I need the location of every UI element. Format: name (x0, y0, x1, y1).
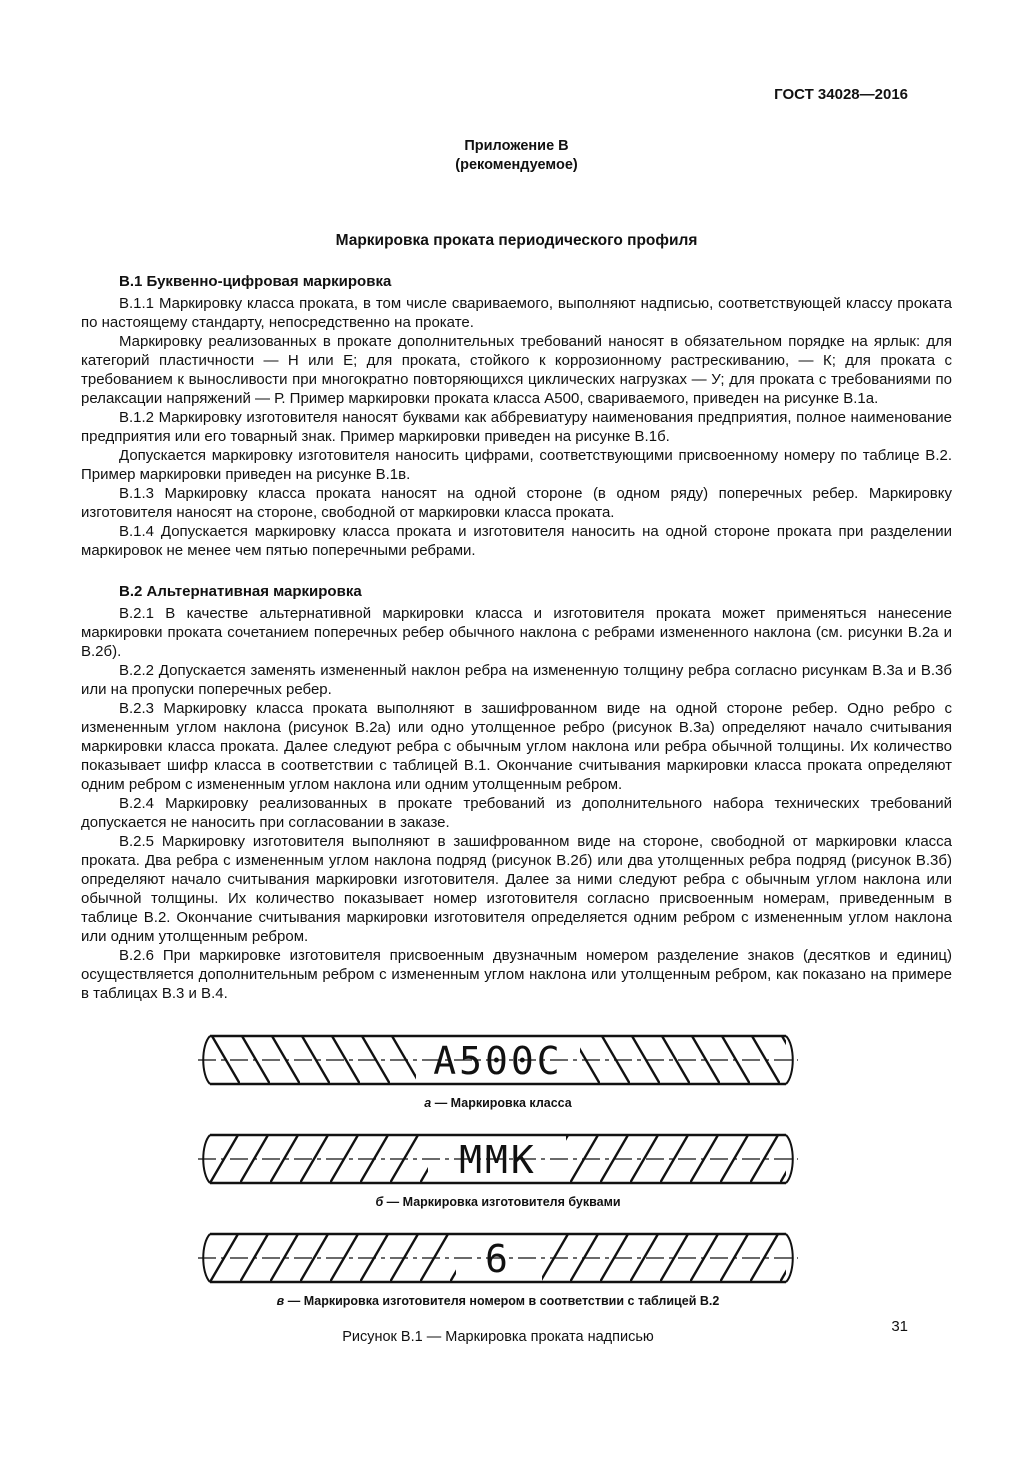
marking-text-class: А500С (433, 1039, 563, 1083)
figure-b1a (198, 1029, 798, 1111)
doc-number: ГОСТ 34028—2016 (774, 86, 908, 103)
figure-b1b (198, 1128, 798, 1210)
ribs-right (566, 1135, 786, 1183)
paragraph-b13: В.1.3 Маркировку класса проката наносят на одной стороне (в одном ряду) поперечных ребер. Маркировку изготовителя наносят на стороне, свободной от маркировки класса проката. (81, 485, 952, 521)
appendix-title: Приложение В (464, 138, 569, 154)
marking-text-number: 6 (485, 1237, 511, 1281)
ribs-right (542, 1234, 786, 1282)
figure-caption-v-letter: в (276, 1294, 285, 1308)
text-content (0, 272, 1033, 1345)
section-heading-b2: В.2 Альтернативная маркировка (119, 583, 362, 600)
paragraph-b12: В.1.2 Маркировку изготовителя наносят буквами как аббревиатуру наименования предприятия, полное наименование предприятия или его товарный знак. Пример маркировки приведен на рисунке В.1б. (81, 409, 952, 445)
paragraph-b23: В.2.3 Маркировку класса проката выполняют в зашифрованном виде на одной стороне ребер. Одно ребро с измененным углом наклона (рисунок В.2а) или одно утолщенное ребро (рисунок В.3а) определяют начало считывания маркировки класса проката. Далее следуют ребра с обычным углом наклона или ребра обычной толщины. Их количество показывает шифр класса в соответствии с таблицей В.1. Окончание считывания маркировки класса проката определяют одним ребром с измененным углом наклона или одним утолщенным ребром. (81, 700, 952, 793)
paragraph-b25: В.2.5 Маркировку изготовителя выполняют в зашифрованном виде на стороне, свободной от маркировки класса проката. Два ребра с измененным углом наклона подряд (рисунок В.2б) или два утолщенных ребра подряд (рисунок В.3б) определяют начало считывания маркировки изготовителя. Далее за ними следуют ребра с обычным углом наклона или обычной толщины. Их количество показывает номер изготовителя согласно присвоенным номерам, приведенным в таблице В.2. Окончание считывания маркировки изготовителя определяется одним ребром с измененным углом наклона или одним утолщенным ребром. (81, 833, 952, 945)
page-number: 31 (891, 1318, 908, 1335)
rebar-drawing-manufacturer-number (198, 1227, 798, 1289)
appendix-subtitle: (рекомендуемое) (455, 157, 578, 173)
paragraph-b26: В.2.6 При маркировке изготовителя присвоенным двузначным номером разделение знаков (десятков и единиц) осуществляется дополнительным ребром с измененным углом наклона или утолщенным ребром, как показано на примере в таблицах В.3 и В.4. (81, 947, 952, 1002)
rebar-drawing-class-marking (198, 1029, 798, 1091)
appendix-block (0, 137, 1033, 175)
figure-caption-b (198, 1195, 798, 1210)
paragraph-b24: В.2.4 Маркировку реализованных в прокате требований из дополнительного набора технических требований допускается не наносить при согласовании в заказе. (81, 795, 952, 831)
ribs-left (210, 1036, 416, 1084)
marking-text-manufacturer: ММК (459, 1138, 537, 1182)
paragraph-b12-note: Допускается маркировку изготовителя наносить цифрами, соответствующими присвоенному номеру по таблице В.2. Пример маркировки приведен на рисунке В.1в. (81, 447, 952, 483)
paragraph-b14: В.1.4 Допускается маркировку класса проката и изготовителя наносить на одной стороне проката при разделении маркировок не менее чем пятью поперечными ребрами. (81, 523, 952, 559)
figure-caption-b-letter: б (375, 1195, 384, 1209)
figure-b1v (198, 1227, 798, 1309)
figure-caption-a-text: — Маркировка класса (434, 1096, 572, 1110)
ribs-right (580, 1036, 786, 1084)
page-title: Маркировка проката периодического профиля (335, 232, 698, 249)
figure-caption-v (198, 1294, 798, 1309)
paragraph-b22: В.2.2 Допускается заменять измененный наклон ребра на измененную толщину ребра согласно рисункам В.3а и В.3б или на пропуски поперечных ребер. (81, 662, 952, 698)
rebar-drawing-manufacturer-letters (198, 1128, 798, 1190)
ribs-left (210, 1135, 428, 1183)
figure-caption-a-letter: а (424, 1096, 432, 1110)
paragraph-b21: В.2.1 В качестве альтернативной маркировки класса и изготовителя проката может применяться нанесение маркировки проката сочетанием поперечных ребер обычного наклона с ребрами измененного наклона (см. рисунки В.2а и В.2б). (81, 605, 952, 660)
figure-b1-block (198, 1029, 798, 1345)
figure-caption-v-text: — Маркировка изготовителя номером в соответствии с таблицей В.2 (287, 1294, 720, 1308)
ribs-left (210, 1234, 456, 1282)
paragraph-b11: В.1.1 Маркировку класса проката, в том числе свариваемого, выполняют надписью, соответствующей классу проката по настоящему стандарту, непосредственно на прокате. (81, 295, 952, 331)
figure-caption-b-text: — Маркировка изготовителя буквами (386, 1195, 621, 1209)
figure-title: Рисунок В.1 — Маркировка проката надписью (342, 1329, 654, 1345)
section-heading-b1: В.1 Буквенно-цифровая маркировка (119, 273, 392, 290)
figure-caption-a (198, 1096, 798, 1111)
paragraph-b11-note: Маркировку реализованных в прокате дополнительных требований наносят в обязательном порядке на ярлык: для категорий пластичности — Н или Е; для проката, стойкого к коррозионному растрескиванию, — К; для проката с требованием к выносливости при многократно повторяющихся циклических нагрузках — У; для проката с требованиями по релаксации напряжений — Р. Пример маркировки проката класса А500, свариваемого, приведен на рисунке В.1а. (81, 333, 952, 407)
